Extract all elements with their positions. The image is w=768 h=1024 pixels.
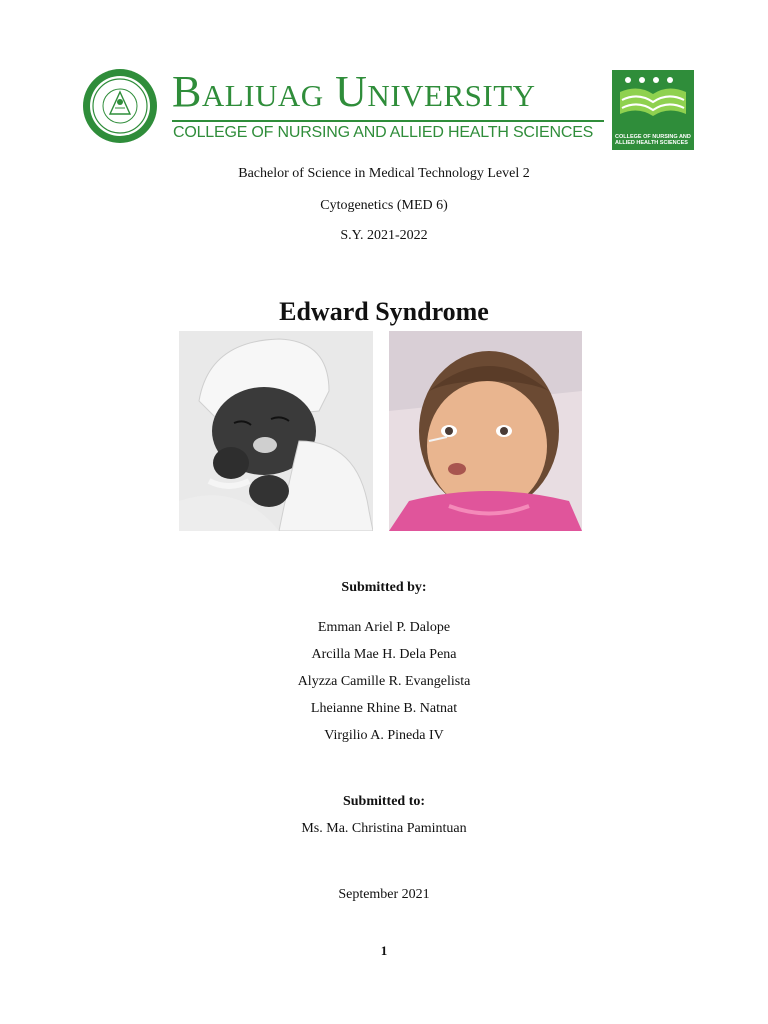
open-book-icon [612, 70, 694, 130]
university-header [80, 66, 694, 152]
submitter-name: Lheianne Rhine B. Natnat [310, 701, 458, 716]
infant-illustration-left [179, 331, 373, 531]
college-name: COLLEGE OF NURSING AND ALLIED HEALTH SCIENCES [173, 124, 594, 141]
infant-photo-grayscale [179, 331, 373, 531]
infant-photo-color [389, 331, 582, 531]
instructor-name: Ms. Ma. Christina Pamintuan [301, 821, 467, 836]
college-logo [612, 70, 694, 150]
school-year-line: S.Y. 2021-2022 [340, 228, 428, 243]
submitter-name: Emman Ariel P. Dalope [317, 620, 451, 635]
submission-date: September 2021 [338, 887, 430, 902]
university-seal-icon [82, 68, 158, 144]
header-rule [172, 120, 604, 122]
infant-illustration-right [389, 331, 582, 531]
submitter-name: Arcilla Mae H. Dela Pena [311, 647, 457, 662]
document-title: Edward Syndrome [279, 297, 489, 326]
page-number: 1 [380, 943, 388, 958]
submitted-to-label: Submitted to: [342, 794, 426, 809]
submitter-name: Alyzza Camille R. Evangelista [297, 674, 471, 689]
program-line: Bachelor of Science in Medical Technology Level 2 [238, 166, 530, 181]
university-name: Baliuag University [172, 67, 536, 116]
subject-line: Cytogenetics (MED 6) [320, 198, 448, 213]
submitter-name: Virgilio A. Pineda IV [324, 728, 444, 743]
submitted-by-label: Submitted by: [341, 580, 427, 595]
college-logo-text: COLLEGE OF NURSING AND ALLIED HEALTH SCIENCES [615, 134, 691, 146]
